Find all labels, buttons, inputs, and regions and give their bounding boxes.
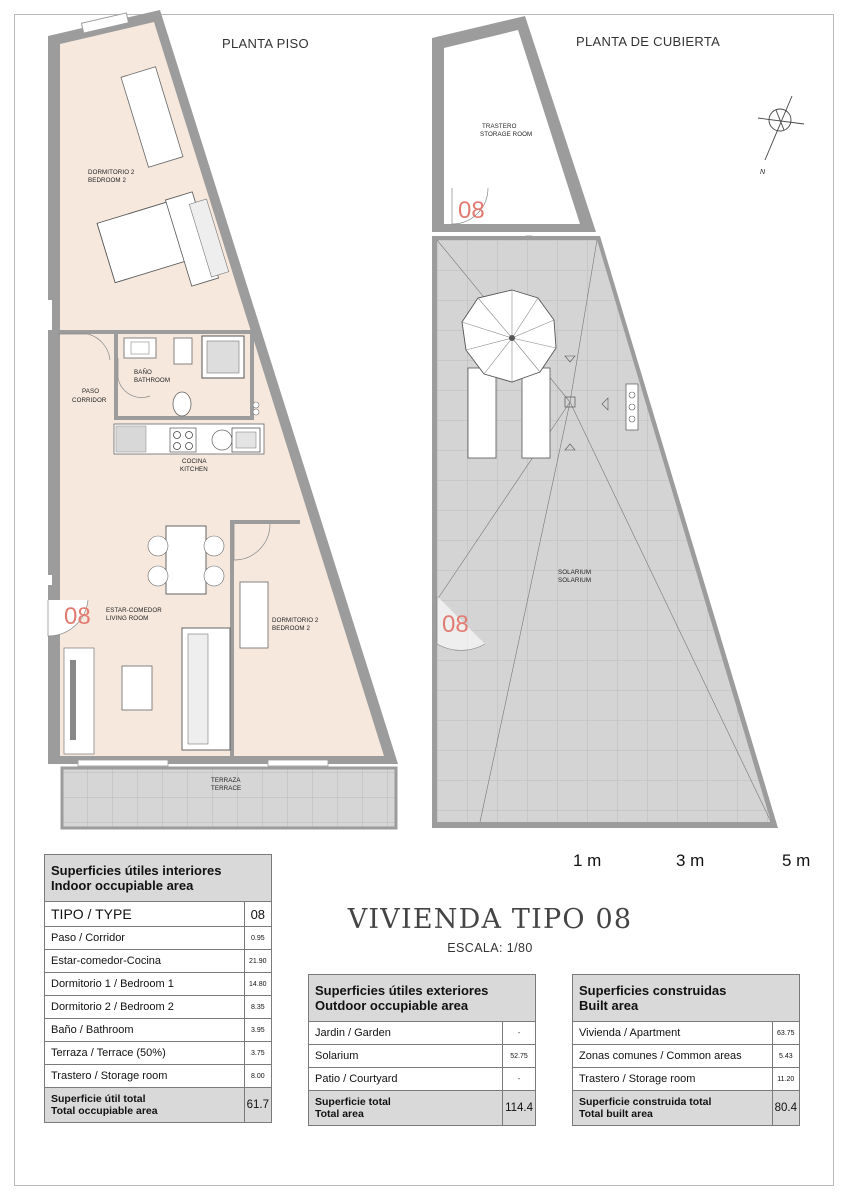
label-bathroom-1: BAÑO	[134, 369, 152, 376]
table-row: Trastero / Storage room 11.20	[573, 1068, 800, 1091]
type-value: 08	[244, 902, 271, 927]
indoor-header: Superficies útiles interiores Indoor occupiable area	[45, 855, 272, 902]
roof-plan-title: PLANTA DE CUBIERTA	[576, 34, 721, 49]
table-row: Dormitorio 1 / Bedroom 1 14.80	[45, 973, 272, 996]
scale-label-5m: 5 m	[782, 851, 811, 870]
label-terrace-1: TERRAZA	[211, 777, 241, 784]
built-area-table	[572, 974, 800, 1126]
unit-number-roof: 08	[442, 611, 469, 638]
table-row: Vivienda / Apartment 63.75	[573, 1022, 800, 1045]
dining-table	[166, 526, 206, 594]
table-row: Estar-comedor-Cocina 21.90	[45, 950, 272, 973]
north-arrow-icon	[758, 96, 804, 176]
floor-plan-title: PLANTA PISO	[222, 36, 309, 51]
table-row: Terraza / Terrace (50%) 3.75	[45, 1042, 272, 1065]
label-living-2: LIVING ROOM	[106, 615, 149, 622]
indoor-total-value: 61.7	[244, 1088, 271, 1123]
label-bedroom2-bottom-2: BEDROOM 2	[272, 625, 311, 632]
built-total-value: 80.4	[772, 1091, 799, 1126]
label-solarium-1: SOLARIUM	[558, 569, 592, 576]
label-corridor-2: CORRIDOR	[72, 397, 107, 404]
label-kitchen-2: KITCHEN	[180, 466, 208, 473]
scale-label-3m: 3 m	[676, 851, 705, 870]
unit-type-title: VIVIENDA TIPO 08	[347, 904, 633, 935]
label-bathroom-2: BATHROOM	[134, 377, 171, 384]
label-storage-1: TRASTERO	[482, 123, 517, 130]
unit-number-floor: 08	[64, 603, 91, 630]
table-row: Baño / Bathroom 3.95	[45, 1019, 272, 1042]
label-solarium-2: SOLARIUM	[558, 577, 592, 584]
indoor-total-label: Superficie útil total Total occupiable area	[45, 1088, 245, 1123]
outdoor-total-label: Superficie total Total area	[309, 1091, 503, 1126]
table-row: Dormitorio 2 / Bedroom 2 8.35	[45, 996, 272, 1019]
floor-plan	[44, 10, 398, 828]
label-kitchen-1: COCINA	[182, 458, 207, 465]
label-storage-2: STORAGE ROOM	[480, 131, 533, 138]
label-bedroom2-bottom-1: DORMITORIO 2	[272, 617, 319, 624]
table-row: Trastero / Storage room 8.00	[45, 1065, 272, 1088]
table-row: Solarium 52.75	[309, 1045, 536, 1068]
scale-subtitle: ESCALA: 1/80	[447, 941, 533, 955]
label-corridor-1: PASO	[82, 388, 100, 395]
scale-label-1m: 1 m	[573, 851, 602, 870]
label-terrace-2: TERRACE	[211, 785, 242, 792]
built-header: Superficies construidas Built area	[573, 975, 800, 1022]
built-total-label: Superficie construida total Total built area	[573, 1091, 773, 1126]
roof-plan	[432, 16, 778, 828]
type-label: TIPO / TYPE	[45, 902, 245, 927]
table-row: Patio / Courtyard -	[309, 1068, 536, 1091]
unit-number-storage: 08	[458, 197, 485, 224]
label-bedroom2-top-1: DORMITORIO 2	[88, 169, 135, 176]
table-row: Zonas comunes / Common areas 5.43	[573, 1045, 800, 1068]
indoor-area-table	[44, 854, 272, 1123]
bedroom2-walls	[230, 520, 234, 760]
north-label: N	[760, 169, 766, 176]
table-row: Paso / Corridor 0.95	[45, 927, 272, 950]
outdoor-header: Superficies útiles exteriores Outdoor occupiable area	[309, 975, 536, 1022]
table-row: Jardin / Garden -	[309, 1022, 536, 1045]
label-bedroom2-top-2: BEDROOM 2	[88, 177, 127, 184]
label-living-1: ESTAR-COMEDOR	[106, 607, 162, 614]
outdoor-area-table	[308, 974, 536, 1126]
bathroom-walls	[114, 330, 252, 334]
outdoor-total-value: 114.4	[503, 1091, 536, 1126]
